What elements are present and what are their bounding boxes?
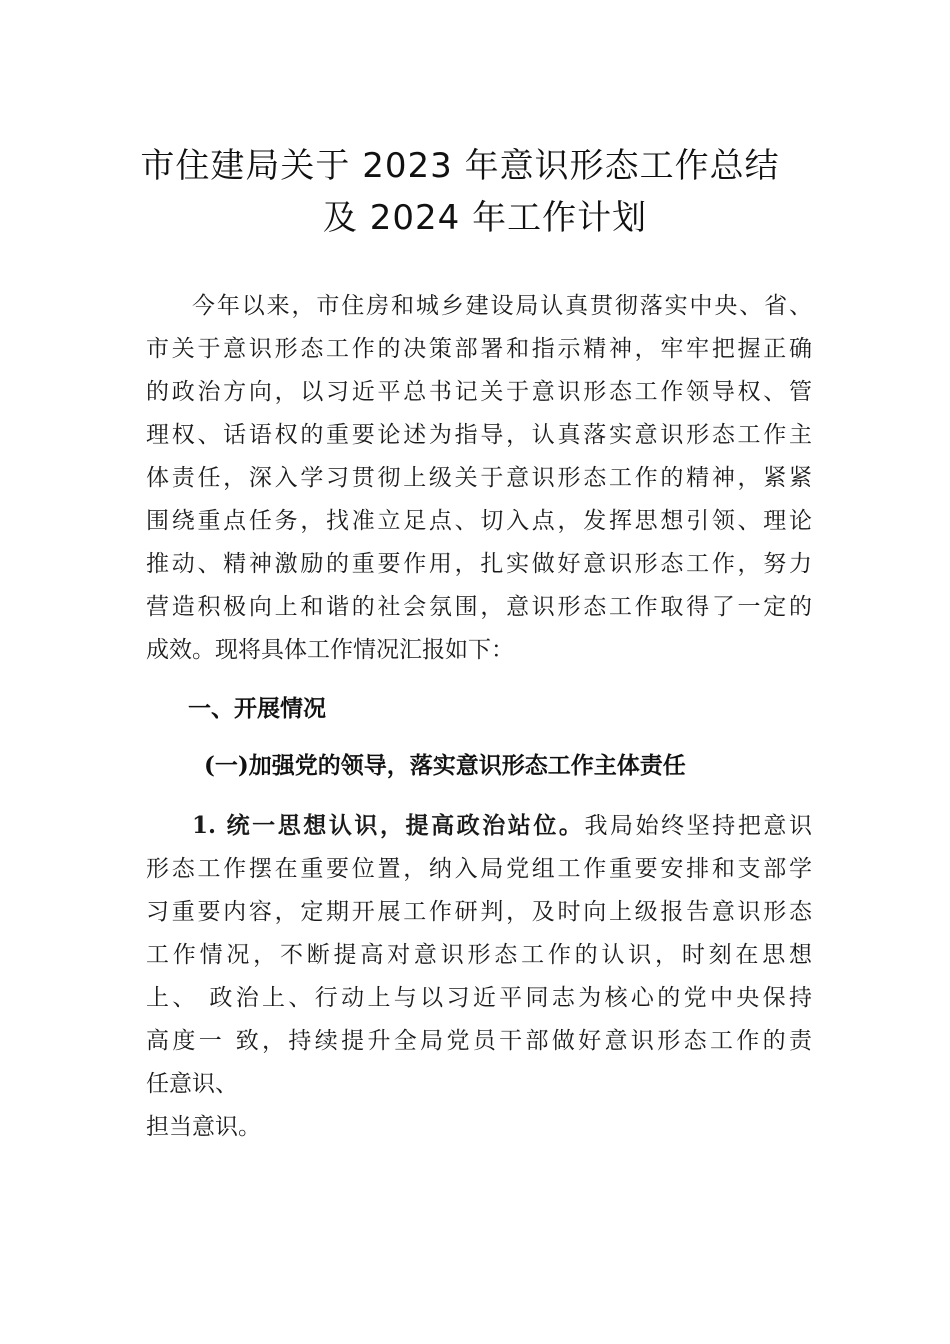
paragraph-line: 形态工作摆在重要位置，纳入局党组工作重要安排和支部学: [146, 856, 812, 882]
paragraph-line: 今年以来，市住房和城乡建设局认真贯彻落实中央、省、: [192, 293, 812, 319]
item-lead: 1. 统一思想认识，提高政治站位。: [192, 812, 585, 839]
paragraph-line: 的政治方向，以习近平总书记关于意识形态工作领导权、管: [146, 379, 812, 405]
paragraph-line: 任意识、: [146, 1071, 238, 1097]
paragraph-line: 工作情况，不断提高对意识形态工作的认识，时刻在思想: [146, 942, 812, 968]
section-heading: 一、开展情况: [188, 695, 326, 722]
item-text: 我局始终坚持把意识: [584, 813, 812, 839]
paragraph-line: 成效。现将具体工作情况汇报如下：: [146, 637, 514, 663]
paragraph-line: 营造积极向上和谐的社会氛围，意识形态工作取得了一定的: [146, 594, 812, 620]
paragraph-line: [192, 812, 812, 840]
paragraph-line: 市关于意识形态工作的决策部署和指示精神，牢牢把握正确: [146, 336, 812, 362]
paragraph-line: 习重要内容，定期开展工作研判，及时向上级报告意识形态: [146, 899, 812, 925]
paragraph-line: 体责任，深入学习贯彻上级关于意识形态工作的精神，紧紧: [146, 465, 812, 491]
paragraph-line: 担当意识。: [146, 1114, 261, 1140]
paragraph-line: 推动、精神激励的重要作用，扎实做好意识形态工作，努力: [146, 551, 812, 577]
document-title-line-2: 及 2024 年工作计划: [322, 198, 648, 238]
paragraph-line: 上、 政治上、行动上与以习近平同志为核心的党中央保持: [146, 985, 812, 1011]
document-title-line-1: 市住建局关于 2023 年意识形态工作总结: [140, 146, 780, 186]
paragraph-line: 理权、话语权的重要论述为指导，认真落实意识形态工作主: [146, 422, 812, 448]
paragraph-line: 高度一 致，持续提升全局党员干部做好意识形态工作的责: [146, 1028, 812, 1054]
subsection-heading: (一)加强党的领导，落实意识形态工作主体责任: [204, 752, 686, 779]
paragraph-line: 围绕重点任务，找准立足点、切入点，发挥思想引领、理论: [146, 508, 812, 534]
